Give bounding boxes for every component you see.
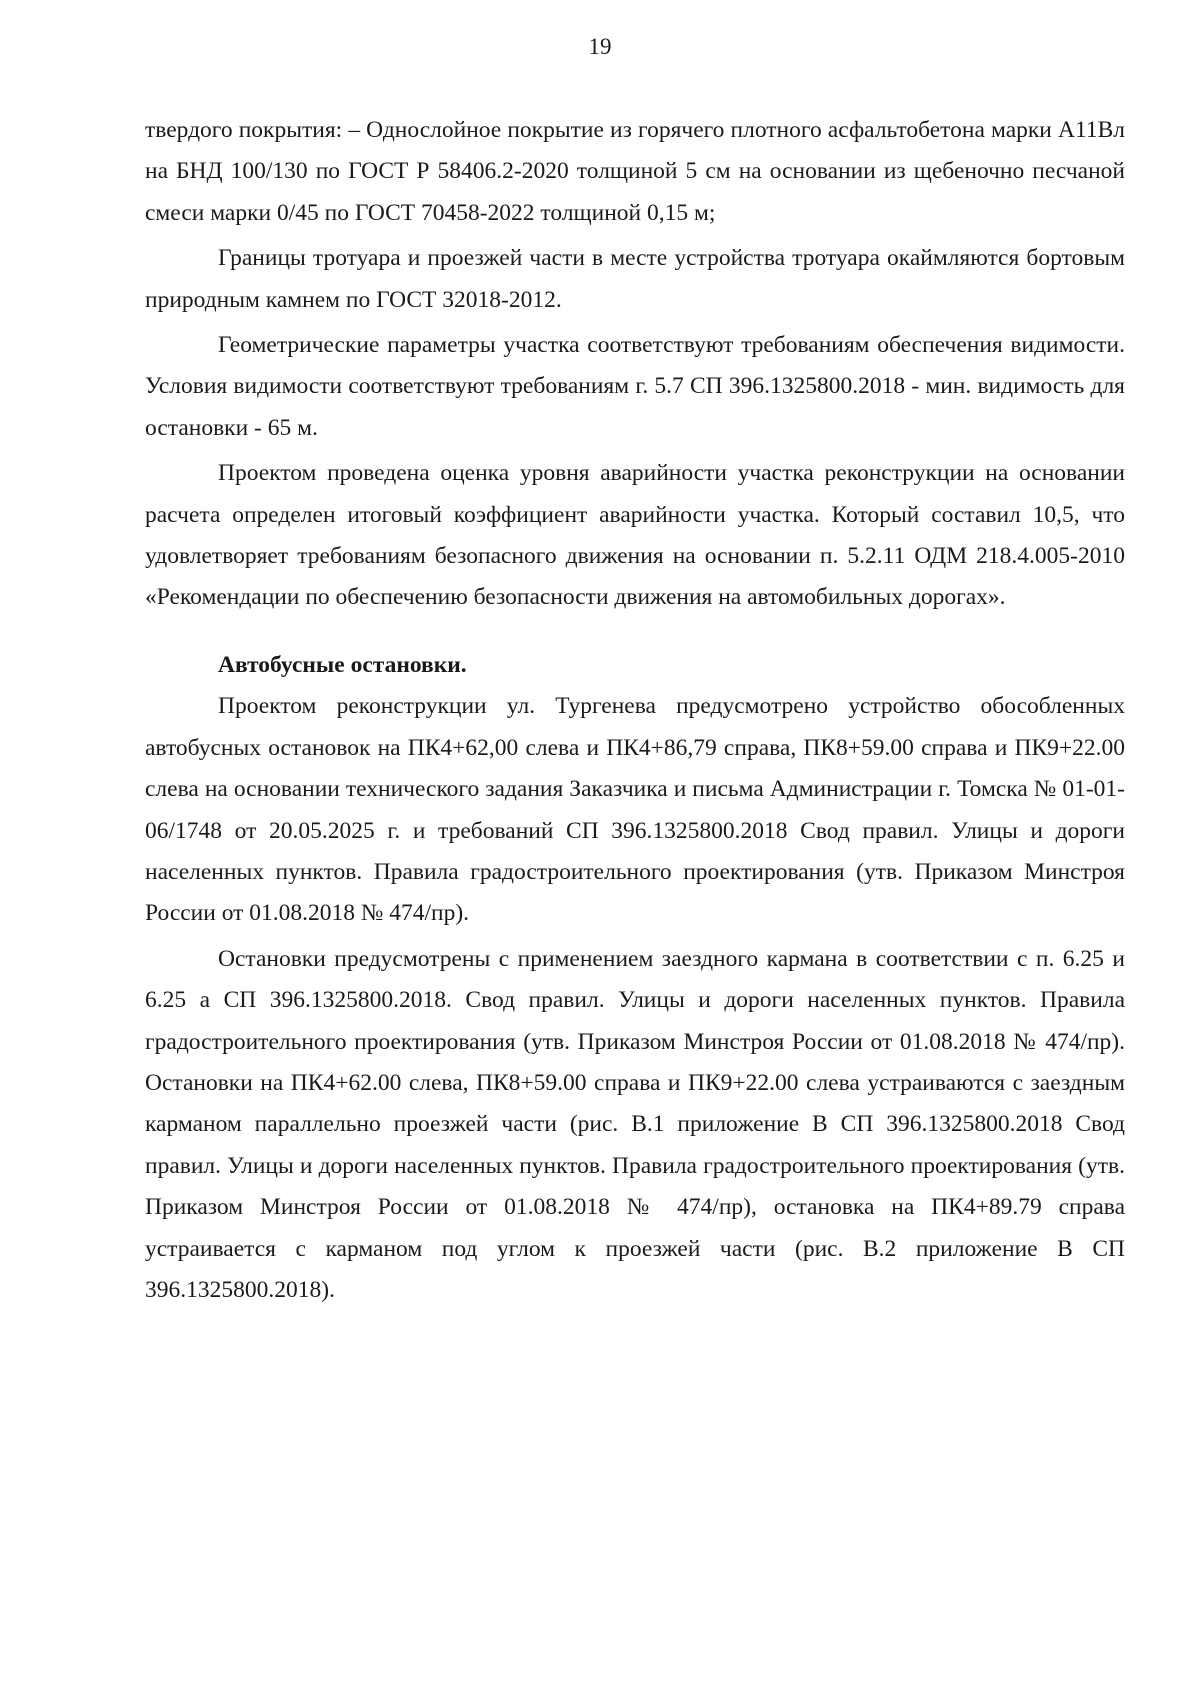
section-heading-bus-stops: Автобусные остановки. bbox=[218, 651, 467, 678]
paragraph-accident-rate: Проектом проведена оценка уровня аварийности участка реконструкции на основании расчета определен итоговый коэффициент аварийности участка. Который составил 10,5, что удовлетворяет требованиям безопасного движения на основании п. 5.2.11 ОДМ 218.4.005-2010 «Рекомендации по обеспечению безопасности движения на автомобильных дорогах». bbox=[145, 460, 1125, 611]
paragraph-visibility: Геометрические параметры участка соответствуют требованиям обеспечения видимости. Условия видимости соответствуют требованиям г. 5.7 СП 396.1325800.2018 - мин. видимость для остановки - 65 м. bbox=[145, 332, 1125, 441]
paragraph-bus-stops-pockets: Остановки предусмотрены с применением заездного кармана в соответствии с п. 6.25 и 6.25 а СП 396.1325800.2018. Свод правил. Улицы и дороги населенных пунктов. Правила градостроительного проектирования (утв. Приказом Минстроя России от 01.08.2018 № 474/пр). Остановки на ПК4+62.00 слева, ПК8+59.00 справа и ПК9+22.00 слева устраиваются с заездным карманом параллельно проезжей части (рис. В.1 приложение В СП 396.1325800.2018 Свод правил. Улицы и дороги населенных пунктов. Правила градостроительного проектирования (утв. Приказом Минстроя России от 01.08.2018 № 474/пр), остановка на ПК4+89.79 справа устраивается с карманом под углом к проезжей части (рис. В.2 приложение В СП 396.1325800.2018). bbox=[145, 945, 1125, 1303]
page-number: 19 bbox=[588, 34, 612, 59]
paragraph-road-surface: твердого покрытия: – Однослойное покрытие из горячего плотного асфальтобетона марки А11Вл на БНД 100/130 по ГОСТ Р 58406.2-2020 толщиной 5 см на основании из щебеночно песчаной смеси марки 0/45 по ГОСТ 70458-2022 толщиной 0,15 м; bbox=[145, 117, 1125, 226]
paragraph-bus-stops-design: Проектом реконструкции ул. Тургенева предусмотрено устройство обособленных автобусных остановок на ПК4+62,00 слева и ПК4+86,79 справа, ПК8+59.00 справа и ПК9+22.00 слева на основании технического задания Заказчика и письма Администрации г. Томска № 01-01-06/1748 от 20.05.2025 г. и требований СП 396.1325800.2018 Свод правил. Улицы и дороги населенных пунктов. Правила градостроительного проектирования (утв. Приказом Минстроя России от 01.08.2018 № 474/пр). bbox=[145, 693, 1125, 927]
paragraph-sidewalk-borders: Границы тротуара и проезжей части в месте устройства тротуара окаймляются бортовым природным камнем по ГОСТ 32018-2012. bbox=[145, 245, 1125, 313]
document-body bbox=[145, 110, 1125, 1311]
